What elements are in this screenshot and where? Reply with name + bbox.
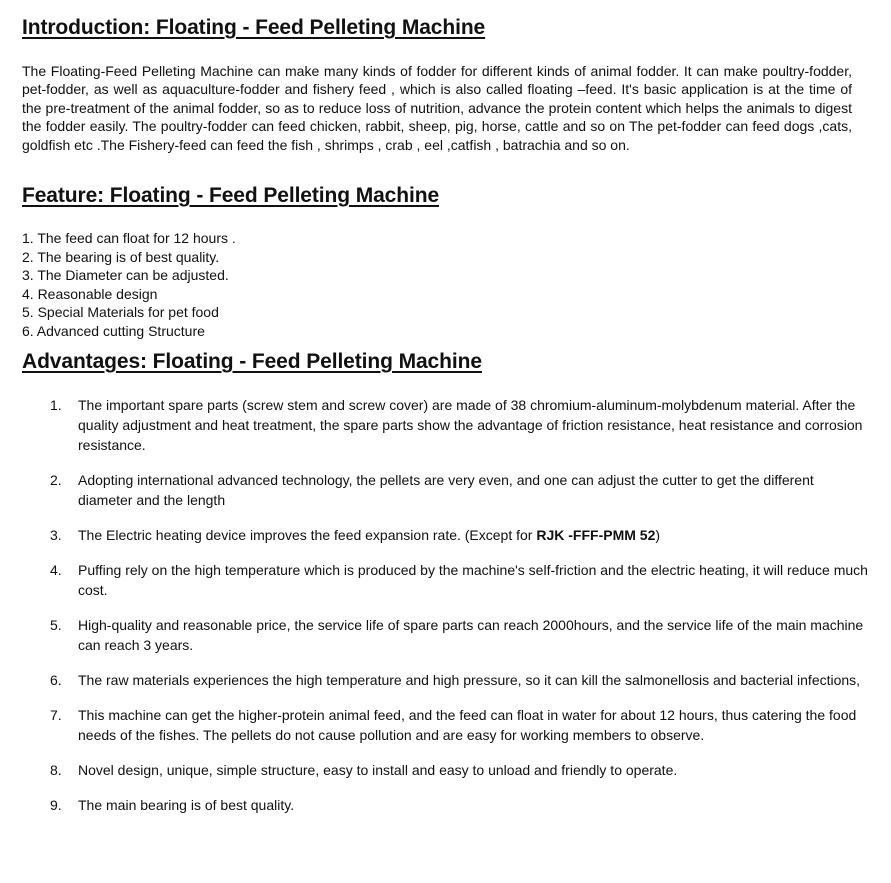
feature-item: 4. Reasonable design: [22, 285, 158, 302]
advantage-text: The raw materials experiences the high temperature and high pressure, so it can kill the salmonellosis and bacterial infections,: [78, 672, 861, 688]
feature-list: [22, 229, 236, 341]
advantage-text: Adopting international advanced technology, the pellets are very even, and one can adjust the cutter to get the different diameter and the length: [78, 472, 814, 508]
advantage-number: 6.: [50, 672, 62, 688]
advantage-text-end: ): [655, 527, 661, 543]
feature-item: 6. Advanced cutting Structure: [22, 322, 205, 339]
advantages-list: [0, 395, 891, 830]
advantage-number: 4.: [50, 562, 62, 578]
advantage-item: [0, 795, 868, 815]
advantage-item: [0, 705, 868, 745]
feature-item: 1. The feed can float for 12 hours .: [22, 230, 236, 246]
advantage-number: 7.: [50, 707, 62, 723]
advantage-item: [0, 525, 868, 545]
intro-paragraph: The Floating-Feed Pelleting Machine can make many kinds of fodder for different kinds of animal fodder. It can make poultry-fodder, pet-fodder, as well as aquaculture-fodder and fishery feed , which is also called floating –feed. It's basic application is at the time of the pre-treatment of the animal fodder, so as to reduce loss of nutrition, advance the protein content which helps the animals to digest the fodder easily. The poultry-fodder can feed chicken, rabbit, sheep, pig, horse, cattle and so on The pet-fodder can feed dogs ,cats, goldfish etc .The Fishery-feed can feed the fish , shrimps , crab , eel ,catfish , batrachia and so on.: [22, 63, 852, 153]
advantage-number: 8.: [50, 762, 62, 778]
feature-heading: Feature: Floating - Feed Pelleting Machine: [22, 184, 440, 207]
advantage-item: [0, 670, 868, 690]
feature-item: 2. The bearing is of best quality.: [22, 248, 220, 265]
advantage-number: 2.: [50, 472, 62, 488]
advantage-item: [0, 395, 868, 455]
advantage-number: 9.: [50, 797, 62, 813]
advantage-number: 1.: [50, 397, 62, 413]
advantage-text: The main bearing is of best quality.: [78, 797, 295, 813]
advantage-item: [0, 560, 868, 600]
advantage-text: Puffing rely on the high temperature which is produced by the machine's self-friction and the electric heating, it will reduce much cost.: [78, 562, 868, 598]
feature-item: 5. Special Materials for pet food: [22, 304, 219, 321]
advantage-item: [0, 615, 868, 655]
advantage-text: High-quality and reasonable price, the service life of spare parts can reach 2000hours, and the service life of the main machine can reach 3 years.: [78, 617, 864, 653]
advantage-text: The Electric heating device improves the feed expansion rate. (Except for: [78, 527, 537, 543]
advantages-heading: Advantages: Floating - Feed Pelleting Machine: [22, 350, 482, 373]
intro-heading: Introduction: Floating - Feed Pelleting Machine: [22, 16, 486, 39]
advantage-item: [0, 470, 868, 510]
advantage-text: This machine can get the higher-protein animal feed, and the feed can float in water for about 12 hours, thus catering the food needs of the fishes. The pellets do not cause pollution and are easy for working members to observe.: [78, 707, 857, 743]
model-code: RJK -FFF-PMM 52: [536, 527, 656, 543]
advantage-text: The important spare parts (screw stem and screw cover) are made of 38 chromium-aluminum-molybdenum material. After the quality adjustment and heat treatment, the spare parts show the advantage of friction resistance, heat resistance and corrosion resistance.: [78, 397, 863, 453]
advantage-item: [0, 760, 868, 780]
advantage-number: 5.: [50, 617, 62, 633]
advantage-text: Novel design, unique, simple structure, easy to install and easy to unload and friendly to operate.: [78, 762, 678, 778]
advantage-number: 3.: [50, 527, 62, 543]
feature-item: 3. The Diameter can be adjusted.: [22, 267, 229, 284]
